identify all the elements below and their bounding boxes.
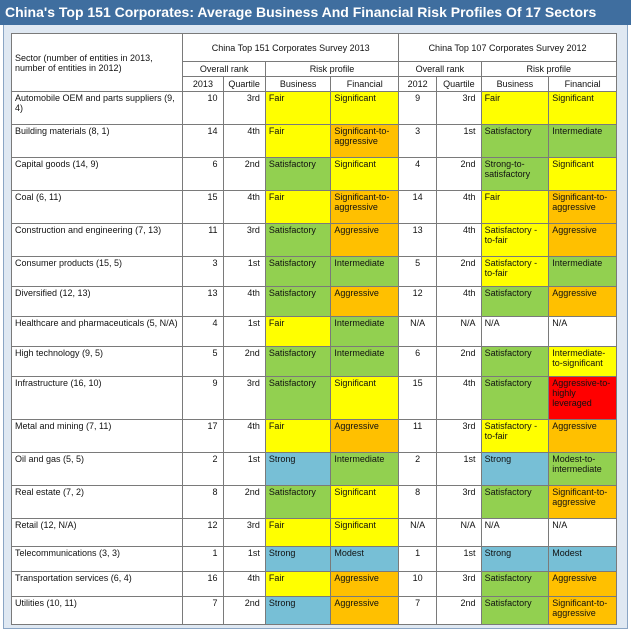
rank-2013-cell: 15	[183, 191, 223, 224]
financial-2013-cell: Significant	[331, 519, 399, 547]
financial-2012-cell: Significant	[549, 158, 617, 191]
quartile-2013-cell: 2nd	[223, 486, 265, 519]
financial-2013-cell: Aggressive	[331, 224, 399, 257]
sector-cell: Coal (6, 11)	[12, 191, 183, 224]
rank-2012-cell: N/A	[399, 519, 437, 547]
financial-2012-cell: Modest-to-intermediate	[549, 453, 617, 486]
sector-cell: Capital goods (14, 9)	[12, 158, 183, 191]
table-row	[12, 547, 617, 572]
header-risk-profile-2012: Risk profile	[481, 62, 616, 77]
quartile-2012-cell: 3rd	[437, 92, 481, 125]
business-2013-cell: Satisfactory	[265, 486, 331, 519]
quartile-2013-cell: 2nd	[223, 597, 265, 625]
rank-2013-cell: 11	[183, 224, 223, 257]
business-2012-cell: N/A	[481, 317, 549, 347]
business-2012-cell: Strong	[481, 547, 549, 572]
sector-cell: Utilities (10, 11)	[12, 597, 183, 625]
sector-cell: Consumer products (15, 5)	[12, 257, 183, 287]
quartile-2012-cell: 1st	[437, 547, 481, 572]
financial-2012-cell: Aggressive	[549, 287, 617, 317]
table-row	[12, 257, 617, 287]
header-business-2013: Business	[265, 77, 331, 92]
financial-2013-cell: Significant-to-aggressive	[331, 125, 399, 158]
financial-2013-cell: Intermediate	[331, 317, 399, 347]
quartile-2012-cell: 3rd	[437, 420, 481, 453]
table-row	[12, 377, 617, 420]
table-row	[12, 224, 617, 257]
financial-2012-cell: Intermediate-to-significant	[549, 347, 617, 377]
rank-2012-cell: 7	[399, 597, 437, 625]
table-row	[12, 317, 617, 347]
rank-2012-cell: 15	[399, 377, 437, 420]
financial-2012-cell: Significant-to-aggressive	[549, 191, 617, 224]
financial-2012-cell: Intermediate	[549, 257, 617, 287]
financial-2013-cell: Significant-to-aggressive	[331, 191, 399, 224]
rank-2012-cell: N/A	[399, 317, 437, 347]
quartile-2012-cell: 4th	[437, 191, 481, 224]
business-2012-cell: Satisfactory -to-fair	[481, 224, 549, 257]
business-2012-cell: Satisfactory	[481, 287, 549, 317]
quartile-2013-cell: 1st	[223, 453, 265, 486]
page-title: China's Top 151 Corporates: Average Business And Financial Risk Profiles Of 17 Sectors	[0, 0, 631, 25]
table-row	[12, 572, 617, 597]
sector-cell: Retail (12, N/A)	[12, 519, 183, 547]
business-2012-cell: Strong-to-satisfactory	[481, 158, 549, 191]
rank-2013-cell: 13	[183, 287, 223, 317]
sector-cell: Real estate (7, 2)	[12, 486, 183, 519]
rank-2012-cell: 4	[399, 158, 437, 191]
rank-2013-cell: 9	[183, 377, 223, 420]
financial-2012-cell: Intermediate	[549, 125, 617, 158]
business-2012-cell: Satisfactory -to-fair	[481, 257, 549, 287]
financial-2013-cell: Significant	[331, 377, 399, 420]
quartile-2013-cell: 3rd	[223, 92, 265, 125]
table-row	[12, 486, 617, 519]
rank-2012-cell: 12	[399, 287, 437, 317]
business-2013-cell: Fair	[265, 125, 331, 158]
rank-2013-cell: 14	[183, 125, 223, 158]
business-2013-cell: Satisfactory	[265, 287, 331, 317]
sector-cell: High technology (9, 5)	[12, 347, 183, 377]
quartile-2012-cell: 2nd	[437, 597, 481, 625]
table-row	[12, 597, 617, 625]
quartile-2013-cell: 2nd	[223, 347, 265, 377]
financial-2013-cell: Intermediate	[331, 257, 399, 287]
rank-2013-cell: 5	[183, 347, 223, 377]
quartile-2012-cell: 1st	[437, 453, 481, 486]
header-sector: Sector (number of entities in 2013, number of entities in 2012)	[12, 34, 183, 92]
rank-2012-cell: 6	[399, 347, 437, 377]
quartile-2013-cell: 4th	[223, 420, 265, 453]
business-2013-cell: Satisfactory	[265, 377, 331, 420]
quartile-2013-cell: 3rd	[223, 377, 265, 420]
quartile-2012-cell: 4th	[437, 287, 481, 317]
sector-cell: Metal and mining (7, 11)	[12, 420, 183, 453]
business-2012-cell: N/A	[481, 519, 549, 547]
rank-2012-cell: 9	[399, 92, 437, 125]
financial-2013-cell: Intermediate	[331, 453, 399, 486]
financial-2013-cell: Significant	[331, 486, 399, 519]
rank-2013-cell: 1	[183, 547, 223, 572]
quartile-2012-cell: 2nd	[437, 257, 481, 287]
quartile-2012-cell: N/A	[437, 519, 481, 547]
financial-2012-cell: Significant-to-aggressive	[549, 486, 617, 519]
table-panel	[3, 25, 628, 629]
rank-2013-cell: 12	[183, 519, 223, 547]
quartile-2012-cell: 4th	[437, 224, 481, 257]
business-2013-cell: Satisfactory	[265, 347, 331, 377]
quartile-2013-cell: 4th	[223, 572, 265, 597]
financial-2012-cell: Aggressive	[549, 420, 617, 453]
sector-cell: Healthcare and pharmaceuticals (5, N/A)	[12, 317, 183, 347]
rank-2012-cell: 2	[399, 453, 437, 486]
table-row	[12, 191, 617, 224]
business-2013-cell: Strong	[265, 453, 331, 486]
business-2012-cell: Satisfactory	[481, 597, 549, 625]
quartile-2013-cell: 2nd	[223, 158, 265, 191]
business-2013-cell: Strong	[265, 597, 331, 625]
quartile-2012-cell: 3rd	[437, 486, 481, 519]
header-year-2012: 2012	[399, 77, 437, 92]
financial-2013-cell: Aggressive	[331, 597, 399, 625]
rank-2013-cell: 10	[183, 92, 223, 125]
header-financial-2013: Financial	[331, 77, 399, 92]
rank-2013-cell: 8	[183, 486, 223, 519]
business-2013-cell: Fair	[265, 317, 331, 347]
business-2013-cell: Fair	[265, 191, 331, 224]
header-financial-2012: Financial	[549, 77, 617, 92]
risk-profile-table	[11, 33, 617, 625]
table-row	[12, 158, 617, 191]
header-year-2013: 2013	[183, 77, 223, 92]
quartile-2013-cell: 4th	[223, 191, 265, 224]
quartile-2013-cell: 4th	[223, 287, 265, 317]
financial-2013-cell: Intermediate	[331, 347, 399, 377]
table-row	[12, 519, 617, 547]
business-2012-cell: Strong	[481, 453, 549, 486]
quartile-2012-cell: 4th	[437, 377, 481, 420]
sector-cell: Diversified (12, 13)	[12, 287, 183, 317]
business-2012-cell: Fair	[481, 191, 549, 224]
business-2013-cell: Fair	[265, 420, 331, 453]
table-row	[12, 125, 617, 158]
quartile-2013-cell: 1st	[223, 257, 265, 287]
rank-2012-cell: 14	[399, 191, 437, 224]
sector-cell: Construction and engineering (7, 13)	[12, 224, 183, 257]
quartile-2012-cell: 1st	[437, 125, 481, 158]
financial-2012-cell: Aggressive-to-highly leveraged	[549, 377, 617, 420]
sector-cell: Telecommunications (3, 3)	[12, 547, 183, 572]
rank-2013-cell: 6	[183, 158, 223, 191]
financial-2013-cell: Significant	[331, 158, 399, 191]
business-2012-cell: Satisfactory -to-fair	[481, 420, 549, 453]
sector-cell: Automobile OEM and parts suppliers (9, 4)	[12, 92, 183, 125]
financial-2012-cell: Aggressive	[549, 572, 617, 597]
rank-2012-cell: 5	[399, 257, 437, 287]
business-2013-cell: Strong	[265, 547, 331, 572]
rank-2012-cell: 1	[399, 547, 437, 572]
rank-2013-cell: 3	[183, 257, 223, 287]
business-2012-cell: Satisfactory	[481, 347, 549, 377]
rank-2013-cell: 17	[183, 420, 223, 453]
sector-cell: Oil and gas (5, 5)	[12, 453, 183, 486]
rank-2013-cell: 16	[183, 572, 223, 597]
header-overall-rank-2013: Overall rank	[183, 62, 265, 77]
rank-2012-cell: 11	[399, 420, 437, 453]
business-2012-cell: Satisfactory	[481, 377, 549, 420]
financial-2012-cell: N/A	[549, 317, 617, 347]
rank-2013-cell: 2	[183, 453, 223, 486]
quartile-2013-cell: 1st	[223, 317, 265, 347]
business-2013-cell: Satisfactory	[265, 158, 331, 191]
sector-cell: Building materials (8, 1)	[12, 125, 183, 158]
quartile-2013-cell: 3rd	[223, 519, 265, 547]
header-survey-2013: China Top 151 Corporates Survey 2013	[183, 34, 399, 62]
rank-2013-cell: 4	[183, 317, 223, 347]
financial-2012-cell: Significant-to-aggressive	[549, 597, 617, 625]
financial-2012-cell: Modest	[549, 547, 617, 572]
quartile-2012-cell: 2nd	[437, 158, 481, 191]
business-2012-cell: Satisfactory	[481, 572, 549, 597]
quartile-2012-cell: 2nd	[437, 347, 481, 377]
table-row	[12, 347, 617, 377]
header-quartile-2012: Quartile	[437, 77, 481, 92]
header-survey-2012: China Top 107 Corporates Survey 2012	[399, 34, 617, 62]
financial-2012-cell: N/A	[549, 519, 617, 547]
business-2012-cell: Satisfactory	[481, 486, 549, 519]
sector-cell: Infrastructure (16, 10)	[12, 377, 183, 420]
financial-2013-cell: Aggressive	[331, 572, 399, 597]
quartile-2013-cell: 3rd	[223, 224, 265, 257]
financial-2012-cell: Significant	[549, 92, 617, 125]
business-2013-cell: Satisfactory	[265, 257, 331, 287]
quartile-2012-cell: 3rd	[437, 572, 481, 597]
financial-2013-cell: Aggressive	[331, 287, 399, 317]
table-row	[12, 92, 617, 125]
rank-2013-cell: 7	[183, 597, 223, 625]
business-2012-cell: Satisfactory	[481, 125, 549, 158]
rank-2012-cell: 13	[399, 224, 437, 257]
financial-2013-cell: Aggressive	[331, 420, 399, 453]
header-quartile-2013: Quartile	[223, 77, 265, 92]
business-2013-cell: Fair	[265, 92, 331, 125]
business-2013-cell: Fair	[265, 572, 331, 597]
rank-2012-cell: 8	[399, 486, 437, 519]
financial-2012-cell: Aggressive	[549, 224, 617, 257]
table-row	[12, 420, 617, 453]
header-risk-profile-2013: Risk profile	[265, 62, 398, 77]
table-row	[12, 453, 617, 486]
business-2013-cell: Fair	[265, 519, 331, 547]
rank-2012-cell: 10	[399, 572, 437, 597]
quartile-2012-cell: N/A	[437, 317, 481, 347]
business-2013-cell: Satisfactory	[265, 224, 331, 257]
business-2012-cell: Fair	[481, 92, 549, 125]
table-row	[12, 287, 617, 317]
sector-cell: Transportation services (6, 4)	[12, 572, 183, 597]
financial-2013-cell: Modest	[331, 547, 399, 572]
rank-2012-cell: 3	[399, 125, 437, 158]
financial-2013-cell: Significant	[331, 92, 399, 125]
header-business-2012: Business	[481, 77, 549, 92]
quartile-2013-cell: 1st	[223, 547, 265, 572]
quartile-2013-cell: 4th	[223, 125, 265, 158]
header-overall-rank-2012: Overall rank	[399, 62, 481, 77]
